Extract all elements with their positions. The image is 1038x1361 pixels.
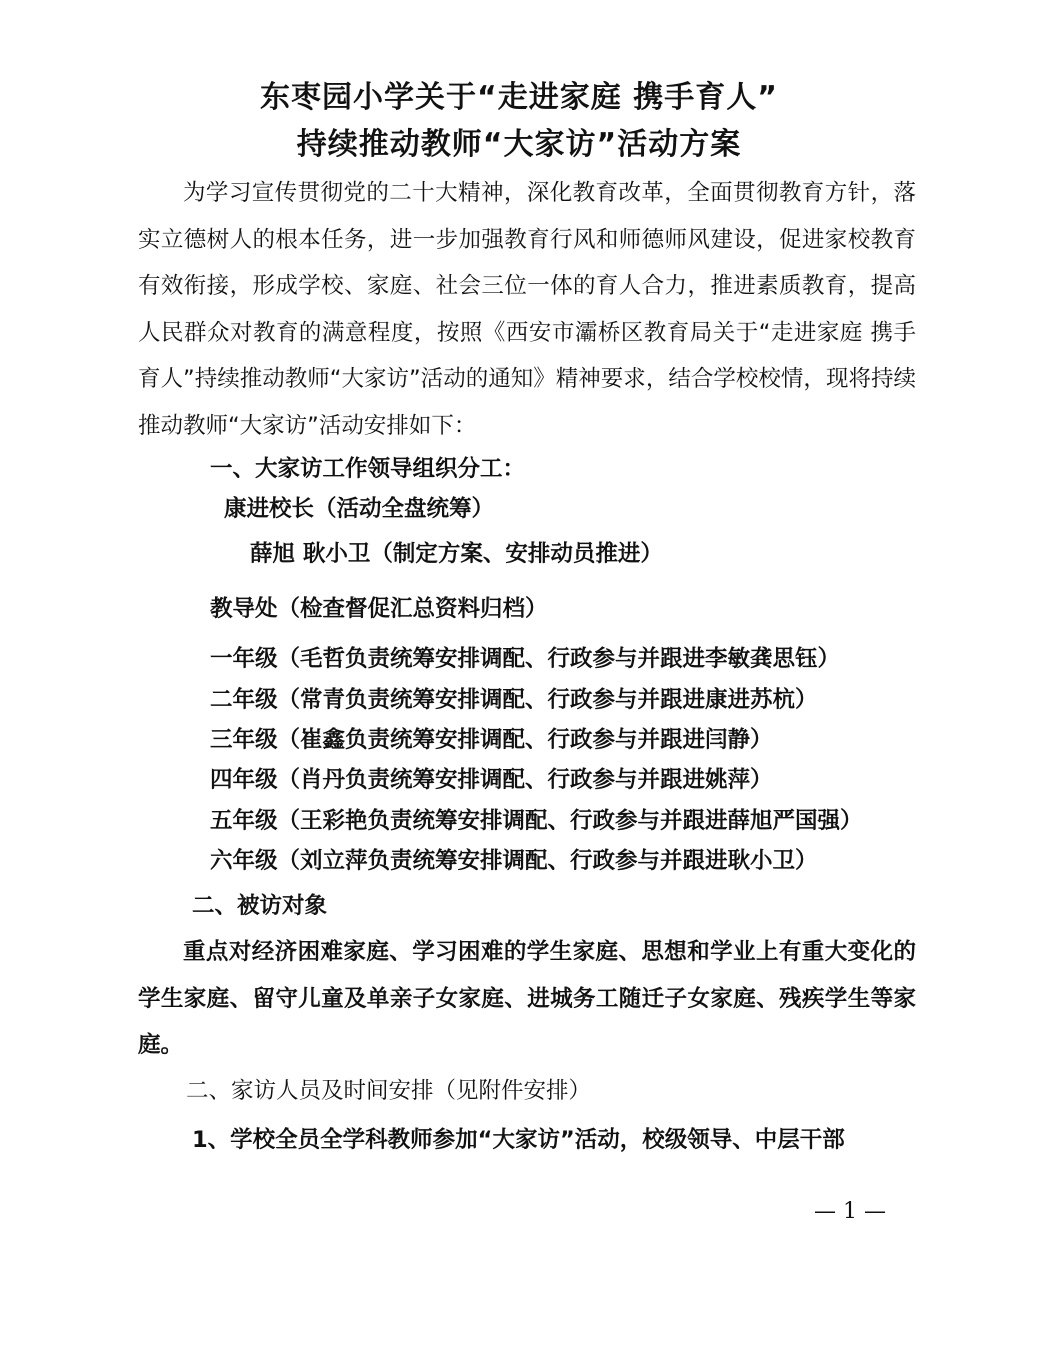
page-number: — 1 — bbox=[814, 1199, 886, 1224]
grade-assignment: 五年级（王彩艳负责统筹安排调配、行政参与并跟进薛旭严国强） bbox=[210, 808, 863, 834]
document-title-line-1: 东枣园小学关于“走进家庭 携手育人” bbox=[260, 80, 778, 115]
section-2-heading: 二、被访对象 bbox=[192, 893, 328, 919]
planners-assignment: 薛旭 耿小卫（制定方案、安排动员推进） bbox=[250, 541, 663, 567]
section-2-paragraph: 重点对经济困难家庭、学习困难的学生家庭、思想和学业上有重大变化的学生家庭、留守儿童及单亲子女家庭、进城务工随迁子女家庭、残疾学生等家庭。 bbox=[138, 939, 916, 1058]
principal-assignment: 康进校长（活动全盘统筹） bbox=[224, 496, 495, 522]
grade-assignment: 四年级（肖丹负责统筹安排调配、行政参与并跟进姚萍） bbox=[210, 767, 773, 793]
grade-assignment: 一年级（毛哲负责统筹安排调配、行政参与并跟进李敏龚思钰） bbox=[210, 646, 841, 672]
document-title-line-2: 持续推动教师“大家访”活动方案 bbox=[296, 127, 742, 162]
office-assignment: 教导处（检查督促汇总资料归档） bbox=[210, 596, 548, 622]
section-3-heading: 二、家访人员及时间安排（见附件安排） bbox=[186, 1078, 592, 1104]
intro-paragraph: 为学习宣传贯彻党的二十大精神，深化教育改革，全面贯彻教育方针，落实立德树人的根本任务，进一步加强教育行风和师德师风建设，促进家校教育有效衔接，形成学校、家庭、社会三位一体的育人合力，推进素质教育，提高人民群众对教育的满意程度，按照《西安市灞桥区教育局关于“走进家庭 携手育人”持续推动教师“大家访”活动的通知》精神要求，结合学校校情，现将持续推动教师“大家访”活动安排如下： bbox=[138, 180, 916, 439]
grade-assignment: 二年级（常青负责统筹安排调配、行政参与并跟进康进苏杭） bbox=[210, 687, 818, 713]
grade-assignment: 六年级（刘立萍负责统筹安排调配、行政参与并跟进耿小卫） bbox=[210, 848, 818, 874]
section-1-heading: 一、大家访工作领导组织分工： bbox=[210, 456, 526, 482]
section-3-item-1: 1、学校全员全学科教师参加“大家访”活动，校级领导、中层干部 bbox=[192, 1127, 845, 1153]
grade-assignment: 三年级（崔鑫负责统筹安排调配、行政参与并跟进闫静） bbox=[210, 727, 773, 753]
